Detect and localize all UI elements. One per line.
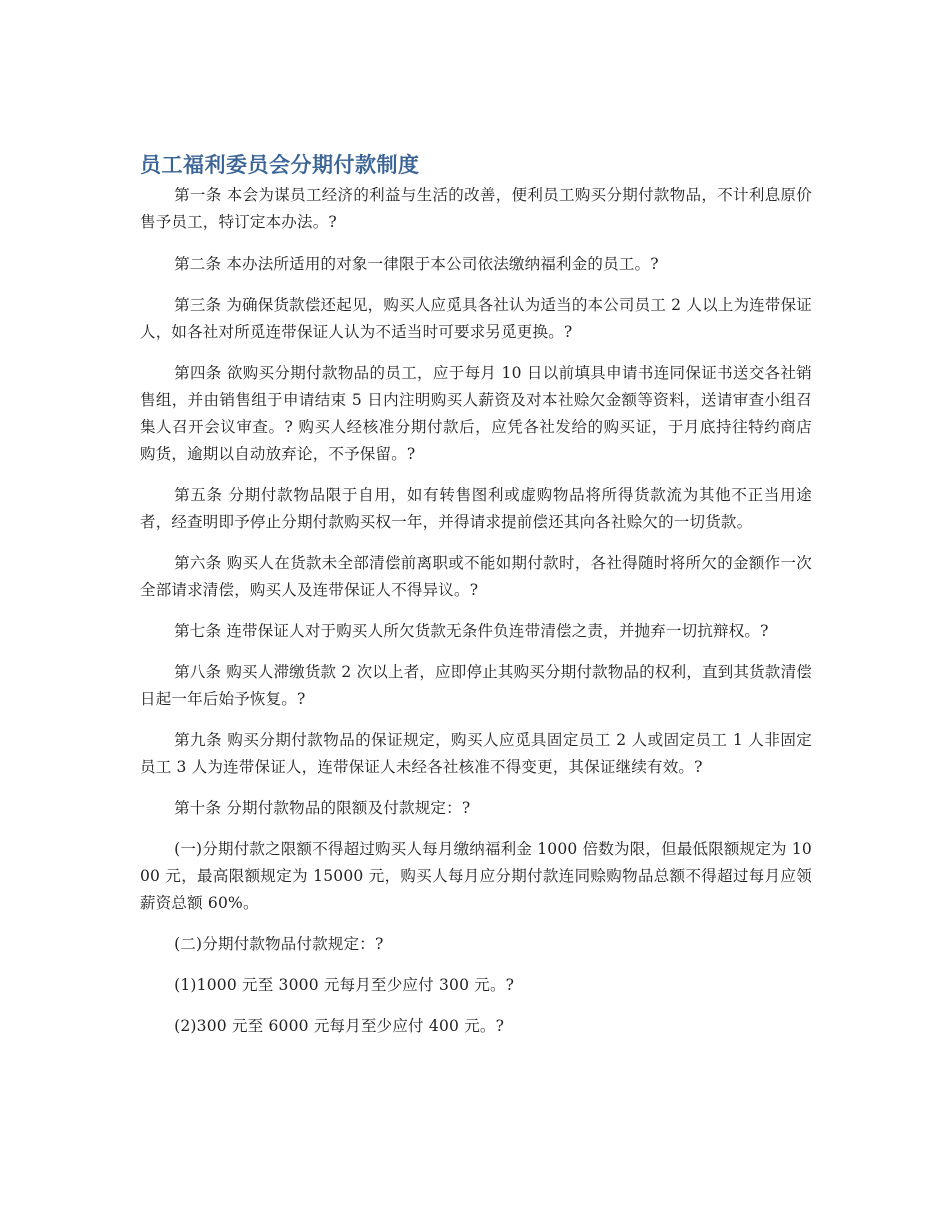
article-10: 第十条 分期付款物品的限额及付款规定：?: [174, 799, 471, 817]
payment-rule-2: (2)300 元至 6000 元每月至少应付 400 元。?: [174, 1017, 505, 1035]
article-7: 第七条 连带保证人对于购买人所欠货款无条件负连带清偿之责，并抛弃一切抗辩权。?: [174, 622, 769, 640]
document-title: 员工福利委员会分期付款制度: [140, 153, 420, 177]
article-5: 第五条 分期付款物品限于自用，如有转售图利或虚购物品将所得货款流为其他不正当用途者，经查明即予停止分期付款购买权一年，并得请求提前偿还其向各社赊欠的一切货款。: [140, 486, 812, 531]
payment-rule-1: (1)1000 元至 3000 元每月至少应付 300 元。?: [174, 976, 515, 994]
article-9: 第九条 购买分期付款物品的保证规定，购买人应觅具固定员工 2 人或固定员工 1 人非固定员工 3 人为连带保证人，连带保证人未经各社核准不得变更，其保证继续有效。?: [140, 731, 812, 776]
document-page: [140, 150, 812, 1054]
article-3: 第三条 为确保货款偿还起见，购买人应觅具各社认为适当的本公司员工 2 人以上为连带保证人，如各社对所觅连带保证人认为不适当时可要求另觅更换。?: [140, 296, 812, 341]
article-2: 第二条 本办法所适用的对象一律限于本公司依法缴纳福利金的员工。?: [174, 255, 659, 273]
article-10-clause-1: (一)分期付款之限额不得超过购买人每月缴纳福利金 1000 倍数为限，但最低限额规定为 1000 元，最高限额规定为 15000 元，购买人每月应分期付款连同赊购物品总额不得超过每月应领薪资总额 60%。: [140, 840, 812, 912]
article-1: 第一条 本会为谋员工经济的利益与生活的改善，便利员工购买分期付款物品，不计利息原价售予员工，特订定本办法。?: [140, 186, 812, 231]
article-8: 第八条 购买人滞缴货款 2 次以上者，应即停止其购买分期付款物品的权利，直到其货款清偿日起一年后始予恢复。?: [140, 663, 812, 708]
article-10-clause-2: (二)分期付款物品付款规定：?: [174, 935, 384, 953]
article-6: 第六条 购买人在货款未全部清偿前离职或不能如期付款时，各社得随时将所欠的金额作一次全部请求清偿，购买人及连带保证人不得异议。?: [140, 554, 812, 599]
article-4: 第四条 欲购买分期付款物品的员工，应于每月 10 日以前填具申请书连同保证书送交各社销售组，并由销售组于申请结束 5 日内注明购买人薪资及对本社赊欠金额等资料，送请审查小组召集人召开会议审查。? 购买人经核准分期付款后，应凭各社发给的购买证，于月底持往特约商店购货，逾期以自动放弃论，不予保留。?: [140, 364, 812, 463]
